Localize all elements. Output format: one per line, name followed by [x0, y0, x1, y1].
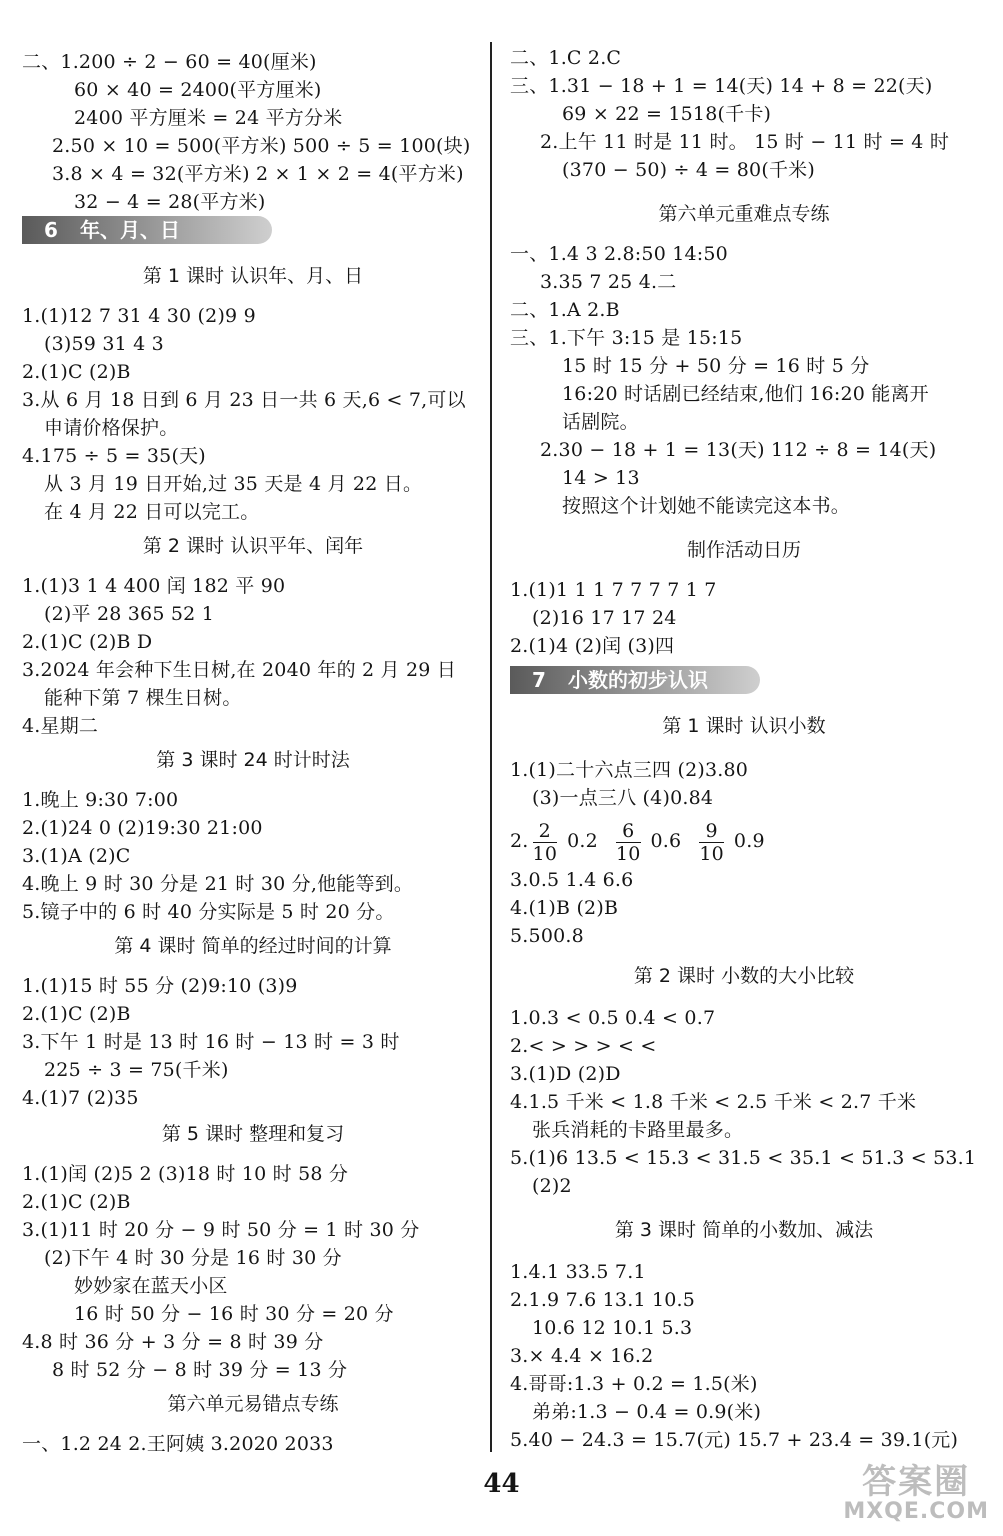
answer-line: (3)59 31 4 3 — [44, 333, 164, 355]
section-title: 第 4 课时 简单的经过时间的计算 — [114, 935, 392, 957]
answer-line: 2.(1)C (2)B D — [22, 631, 153, 653]
section-title: 第六单元重难点专练 — [658, 203, 830, 225]
answer-line: 妙妙家在蓝天小区 — [74, 1275, 228, 1297]
decimal-value: 0.9 — [733, 830, 765, 852]
answer-line: 69 × 22 = 1518(千卡) — [562, 103, 772, 125]
answer-line: 弟弟:1.3 − 0.4 = 0.9(米) — [532, 1401, 762, 1423]
answer-line: 3.下午 1 时是 13 时 16 时 − 13 时 = 3 时 — [22, 1031, 400, 1053]
answer-line: 2.30 − 18 + 1 = 13(天) 112 ÷ 8 = 14(天) — [540, 439, 937, 461]
answer-line: 5.(1)6 13.5 < 15.3 < 31.5 < 35.1 < 51.3 < 53.1 — [510, 1147, 977, 1169]
question-number: 2. — [510, 830, 529, 852]
fraction-answer-line — [510, 816, 779, 866]
unit-title: 小数的初步认识 — [568, 668, 708, 692]
answer-line: 在 4 月 22 日可以完工。 — [44, 501, 260, 523]
answer-line: 14 > 13 — [562, 467, 640, 489]
answer-line: 1.(1)闰 (2)5 2 (3)18 时 10 时 58 分 — [22, 1163, 349, 1185]
answer-line: 1.4.1 33.5 7.1 — [510, 1261, 646, 1283]
answer-line: 2.(1)24 0 (2)19:30 21:00 — [22, 817, 263, 839]
answer-line: 2.(1)C (2)B — [22, 361, 131, 383]
answer-line: 16 时 50 分 − 16 时 30 分 = 20 分 — [74, 1303, 394, 1325]
answer-line: (2)16 17 17 24 — [532, 607, 677, 629]
answer-line: 8 时 52 分 − 8 时 39 分 = 13 分 — [52, 1359, 348, 1381]
answer-line: 2.上午 11 时是 11 时。 15 时 − 11 时 = 4 时 — [540, 131, 950, 153]
fraction: $\frac{2}{10}$ — [532, 819, 558, 865]
section-title: 第 2 课时 小数的大小比较 — [633, 965, 855, 987]
answer-line: 1.(1)二十六点三四 (2)3.80 — [510, 759, 749, 781]
answer-line: 5.500.8 — [510, 925, 584, 947]
section-title: 第 5 课时 整理和复习 — [161, 1123, 345, 1145]
answer-line: (2)下午 4 时 30 分是 16 时 30 分 — [44, 1247, 342, 1269]
answer-line: 4.(1)B (2)B — [510, 897, 619, 919]
section-title: 第 2 课时 认识平年、闰年 — [142, 535, 364, 557]
answer-line: 2.(1)C (2)B — [22, 1191, 131, 1213]
answer-line: 1.(1)15 时 55 分 (2)9:10 (3)9 — [22, 975, 298, 997]
answer-line: 话剧院。 — [562, 411, 639, 433]
answer-line: (3)一点三八 (4)0.84 — [532, 787, 714, 809]
answer-line: 4.1.5 千米 < 1.8 千米 < 2.5 千米 < 2.7 千米 — [510, 1091, 917, 1113]
watermark-logo — [843, 1464, 989, 1524]
answer-line: 能种下第 7 棵生日树。 — [44, 687, 242, 709]
unit-number: 6 — [44, 218, 58, 242]
page-number: 44 — [483, 1469, 520, 1499]
answer-line: (2)2 — [532, 1175, 572, 1197]
answer-line: 3.从 6 月 18 日到 6 月 23 日一共 6 天,6 < 7,可以 — [22, 389, 466, 411]
answer-line: 5.40 − 24.3 = 15.7(元) 15.7 + 23.4 = 39.1(元) — [510, 1429, 959, 1451]
section-title: 第 1 课时 认识年、月、日 — [142, 265, 364, 287]
unit-banner — [510, 666, 760, 694]
answer-line: 一、1.2 24 2.王阿姨 3.2020 2033 — [22, 1433, 334, 1455]
answer-line: 4.175 ÷ 5 = 35(天) — [22, 445, 206, 467]
unit-title: 年、月、日 — [80, 218, 180, 242]
answer-line: (2)平 28 365 52 1 — [44, 603, 214, 625]
answer-line: 4.星期二 — [22, 715, 99, 737]
answer-line: 1.(1)1 1 1 7 7 7 7 1 7 — [510, 579, 717, 601]
answer-line: 16:20 时话剧已经结束,他们 16:20 能离开 — [562, 383, 929, 405]
decimal-value: 0.6 — [650, 830, 682, 852]
answer-line: 二、1.C 2.C — [510, 47, 622, 69]
watermark-text: 答案圈 — [862, 1462, 971, 1502]
answer-line: 4.8 时 36 分 + 3 分 = 8 时 39 分 — [22, 1331, 324, 1353]
answer-line: 3.2024 年会种下生日树,在 2040 年的 2 月 29 日 — [22, 659, 457, 681]
answer-line: 3.0.5 1.4 6.6 — [510, 869, 634, 891]
answer-line: 一、1.4 3 2.8:50 14:50 — [510, 243, 728, 265]
answer-line: 32 − 4 = 28(平方米) — [74, 191, 266, 213]
answer-line: 3.8 × 4 = 32(平方米) 2 × 1 × 2 = 4(平方米) — [52, 163, 464, 185]
answer-line: 10.6 12 10.1 5.3 — [532, 1317, 693, 1339]
answer-line: 1.晚上 9:30 7:00 — [22, 789, 179, 811]
answer-line: 三、1.下午 3:15 是 15:15 — [510, 327, 743, 349]
answer-line: 225 ÷ 3 = 75(千米) — [44, 1059, 229, 1081]
answer-line: 张兵消耗的卡路里最多。 — [532, 1119, 744, 1141]
section-title: 第六单元易错点专练 — [167, 1393, 339, 1415]
answer-line: 1.(1)3 1 4 400 闰 182 平 90 — [22, 575, 286, 597]
answer-line: 3.(1)11 时 20 分 − 9 时 50 分 = 1 时 30 分 — [22, 1219, 420, 1241]
section-title: 第 3 课时 简单的小数加、减法 — [614, 1219, 874, 1241]
answer-line: 60 × 40 = 2400(平方厘米) — [74, 79, 322, 101]
column-divider — [490, 42, 492, 1452]
section-title: 制作活动日历 — [686, 539, 801, 561]
answer-line: 3.(1)D (2)D — [510, 1063, 621, 1085]
answer-line: 2.(1)C (2)B — [22, 1003, 131, 1025]
unit-number: 7 — [532, 668, 546, 692]
answer-line: 3.35 7 25 4.二 — [540, 271, 677, 293]
answer-line: 3.(1)A (2)C — [22, 845, 131, 867]
answer-line: 5.镜子中的 6 时 40 分实际是 5 时 20 分。 — [22, 901, 395, 923]
answer-line: 3.× 4.4 × 16.2 — [510, 1345, 654, 1367]
answer-line: 二、1.200 ÷ 2 − 60 = 40(厘米) — [22, 51, 317, 73]
answer-line: 4.(1)7 (2)35 — [22, 1087, 139, 1109]
answer-line: 2.1.9 7.6 13.1 10.5 — [510, 1289, 696, 1311]
answer-line: 从 3 月 19 日开始,过 35 天是 4 月 22 日。 — [44, 473, 423, 495]
answer-line: 1.(1)12 7 31 4 30 (2)9 9 — [22, 305, 256, 327]
answer-line: 4.晚上 9 时 30 分是 21 时 30 分,他能等到。 — [22, 873, 414, 895]
answer-line: 1.0.3 < 0.5 0.4 < 0.7 — [510, 1007, 716, 1029]
decimal-value: 0.2 — [567, 830, 598, 852]
watermark-url: MXQE.COM — [843, 1499, 989, 1524]
answer-line: 三、1.31 − 18 + 1 = 14(天) 14 + 8 = 22(天) — [510, 75, 933, 97]
fraction: $\frac{9}{10}$ — [699, 819, 724, 865]
answer-line: 15 时 15 分 + 50 分 = 16 时 5 分 — [562, 355, 870, 377]
answer-line: 按照这个计划她不能读完这本书。 — [562, 495, 851, 517]
fraction: $\frac{6}{10}$ — [615, 819, 641, 865]
section-title: 第 3 课时 24 时计时法 — [156, 749, 350, 771]
answer-line: 2400 平方厘米 = 24 平方分米 — [74, 107, 343, 129]
answer-line: 4.哥哥:1.3 + 0.2 = 1.5(米) — [510, 1373, 758, 1395]
answer-line: 2.(1)4 (2)闰 (3)四 — [510, 635, 675, 657]
section-title: 第 1 课时 认识小数 — [662, 715, 826, 737]
answer-line: 2.< > > > < < — [510, 1035, 657, 1057]
answer-line: 申请价格保护。 — [44, 417, 179, 439]
answer-line: 2.50 × 10 = 500(平方米) 500 ÷ 5 = 100(块) — [52, 135, 471, 157]
unit-banner — [22, 216, 272, 244]
answer-line: 二、1.A 2.B — [510, 299, 620, 321]
answer-line: (370 − 50) ÷ 4 = 80(千米) — [562, 159, 815, 181]
